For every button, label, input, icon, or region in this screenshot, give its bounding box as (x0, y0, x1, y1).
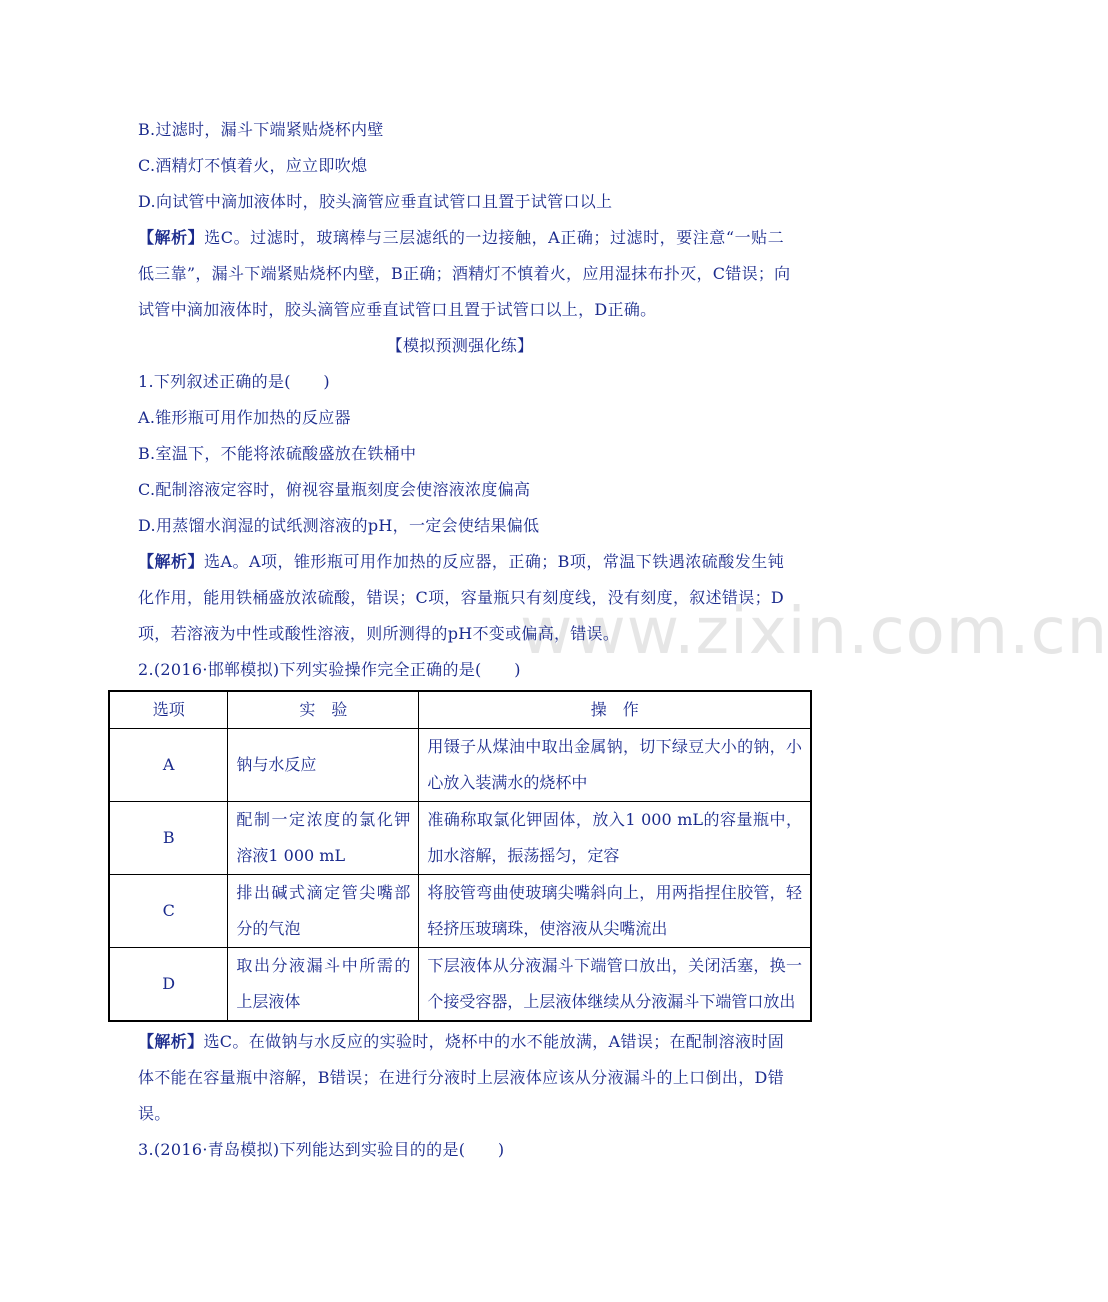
analysis-text: 选C。过滤时，玻璃棒与三层滤纸的一边接触，A正确；过滤时，要注意“一贴二 (204, 228, 784, 247)
option-d: D.用蒸馏水润湿的试纸测溶液的pH，一定会使结果偏低 (138, 516, 540, 535)
analysis-line: 误。 (138, 1104, 171, 1123)
analysis-line: 项，若溶液为中性或酸性溶液，则所测得的pH不变或偏高，错误。 (138, 624, 620, 643)
analysis-line (138, 1032, 784, 1052)
experiment-table (108, 690, 812, 1022)
analysis-text: 选A。A项，锥形瓶可用作加热的反应器，正确；B项，常温下铁遇浓硫酸发生钝 (203, 552, 784, 571)
option-b: B.室温下，不能将浓硫酸盛放在铁桶中 (138, 444, 417, 463)
cell-experiment: 排出碱式滴定管尖嘴部分的气泡 (228, 875, 419, 948)
watermark: www.zixin.com.cn (520, 595, 1108, 669)
header-operation: 操 作 (419, 691, 811, 729)
option-c: C.配制溶液定容时，俯视容量瓶刻度会使溶液浓度偏高 (138, 480, 531, 499)
cell-option: B (109, 802, 228, 875)
cell-experiment: 钠与水反应 (228, 729, 419, 802)
cell-operation: 将胶管弯曲使玻璃尖嘴斜向上，用两指捏住胶管，轻轻挤压玻璃珠，使溶液从尖嘴流出 (419, 875, 811, 948)
analysis-tag: 【解析】 (138, 1032, 204, 1051)
analysis-tag: 【解析】 (138, 552, 204, 571)
cell-operation: 准确称取氯化钾固体，放入1 000 mL的容量瓶中，加水溶解，振荡摇匀，定容 (419, 802, 811, 875)
header-experiment: 实 验 (228, 691, 419, 729)
analysis-line: 化作用，能用铁桶盛放浓硫酸，错误；C项，容量瓶只有刻度线，没有刻度，叙述错误；D (138, 588, 784, 607)
table-row (109, 948, 811, 1022)
analysis-line (138, 552, 784, 572)
analysis-line (138, 228, 784, 248)
option-c: C.酒精灯不慎着火，应立即吹熄 (138, 156, 368, 175)
cell-option: C (109, 875, 228, 948)
cell-operation: 用镊子从煤油中取出金属钠，切下绿豆大小的钠，小心放入装满水的烧杯中 (419, 729, 811, 802)
cell-experiment: 配制一定浓度的氯化钾溶液1 000 mL (228, 802, 419, 875)
cell-operation: 下层液体从分液漏斗下端管口放出，关闭活塞，换一个接受容器，上层液体继续从分液漏斗下端管口放出 (419, 948, 811, 1022)
section-title: 【模拟预测强化练】 (386, 336, 534, 355)
header-option: 选项 (109, 691, 228, 729)
option-b: B.过滤时，漏斗下端紧贴烧杯内壁 (138, 120, 384, 139)
analysis-tag: 【解析】 (138, 228, 205, 247)
analysis-text: 选C。在做钠与水反应的实验时，烧杯中的水不能放满，A错误；在配制溶液时固 (203, 1032, 784, 1051)
table-row (109, 875, 811, 948)
question-stem: 1.下列叙述正确的是( ) (138, 372, 330, 391)
question-stem: 2.(2016·邯郸模拟)下列实验操作完全正确的是( ) (138, 660, 521, 679)
cell-option: D (109, 948, 228, 1022)
option-d: D.向试管中滴加液体时，胶头滴管应垂直试管口且置于试管口以上 (138, 192, 613, 211)
analysis-line: 体不能在容量瓶中溶解，B错误；在进行分液时上层液体应该从分液漏斗的上口倒出，D错 (138, 1068, 784, 1087)
analysis-line: 低三靠”，漏斗下端紧贴烧杯内壁，B正确；酒精灯不慎着火，应用湿抹布扑灭，C错误；向 (138, 264, 791, 283)
table-row (109, 802, 811, 875)
table-header-row (109, 691, 811, 729)
analysis-line: 试管中滴加液体时，胶头滴管应垂直试管口且置于试管口以上，D正确。 (138, 300, 657, 319)
option-a: A.锥形瓶可用作加热的反应器 (138, 408, 351, 427)
question-stem: 3.(2016·青岛模拟)下列能达到实验目的的是( ) (138, 1140, 505, 1159)
cell-option: A (109, 729, 228, 802)
cell-experiment: 取出分液漏斗中所需的上层液体 (228, 948, 419, 1022)
table-row (109, 729, 811, 802)
